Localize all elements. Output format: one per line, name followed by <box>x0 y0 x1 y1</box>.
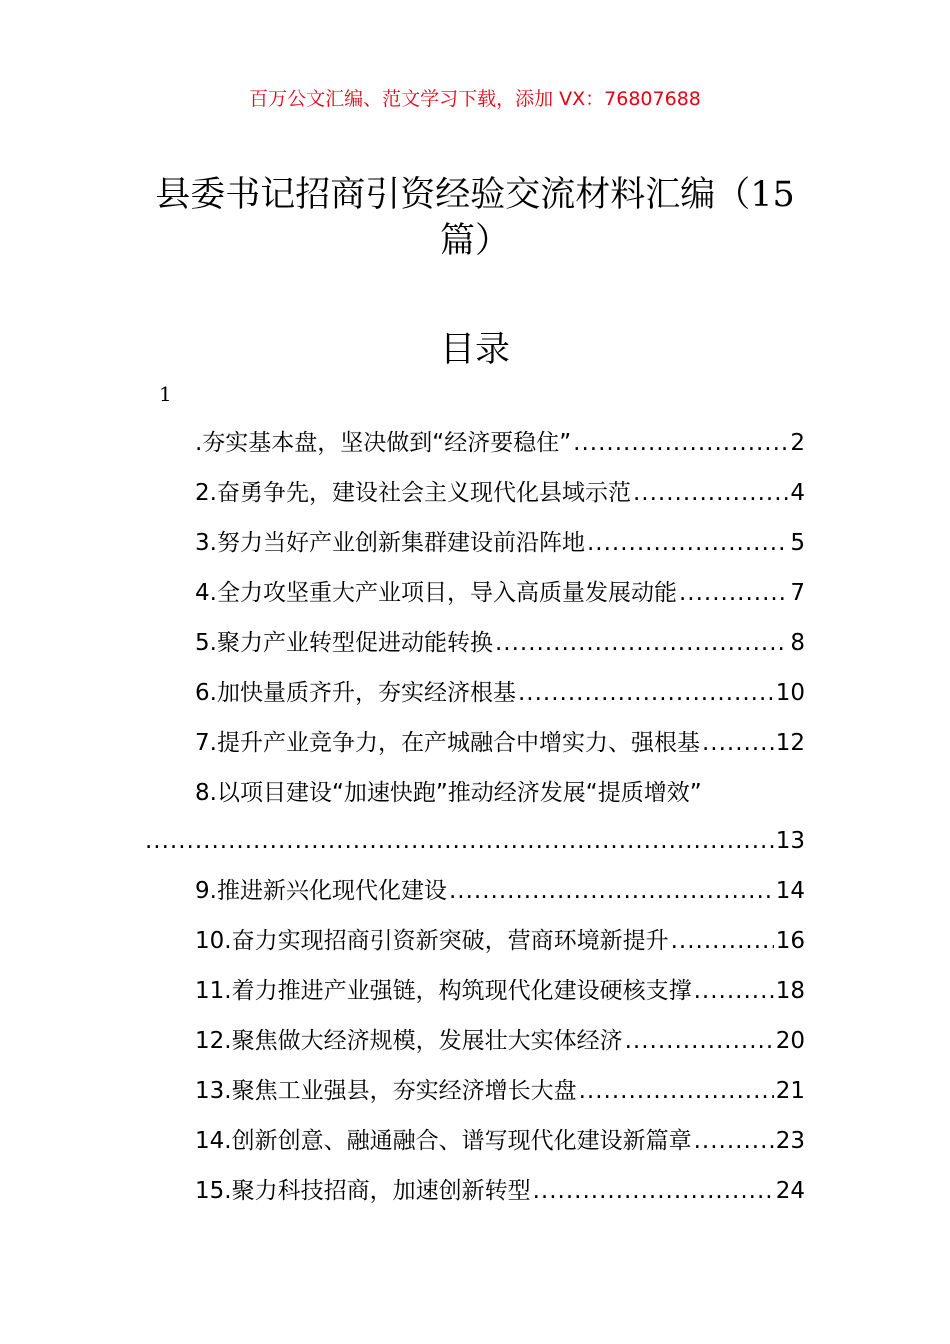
toc-entry[interactable] <box>195 1024 805 1056</box>
toc-entry[interactable] <box>195 1074 805 1106</box>
toc-marker: 1 <box>159 382 172 406</box>
toc-entry-page: 18 <box>775 978 805 1004</box>
toc-entry-page: 7 <box>790 580 805 606</box>
toc-entry[interactable] <box>195 1174 805 1206</box>
toc-leader <box>145 826 776 856</box>
toc-leader <box>579 1076 774 1106</box>
toc-entry-page: 12 <box>775 730 805 756</box>
toc-entry-page: 13 <box>775 828 805 854</box>
toc-leader <box>449 876 774 906</box>
toc-leader <box>587 528 788 558</box>
toc-entry-page: 2 <box>790 430 805 456</box>
toc-entry-page: 8 <box>790 630 805 656</box>
toc-entry-title: 6.加快量质齐升，夯实经济根基 <box>195 680 516 706</box>
toc-entry-title: 4.全力攻坚重大产业项目，导入高质量发展动能 <box>195 580 677 606</box>
toc-entry-page: 20 <box>775 1028 805 1054</box>
toc-entry-page: 21 <box>775 1078 805 1104</box>
toc-entry[interactable] <box>195 726 805 758</box>
toc-entry[interactable] <box>195 526 805 558</box>
toc-entry[interactable] <box>195 1124 805 1156</box>
toc-leader <box>671 926 774 956</box>
toc-leader <box>694 1126 774 1156</box>
toc-entry-title: 11.着力推进产业强链，构筑现代化建设硬核支撑 <box>195 978 692 1004</box>
toc-entry[interactable] <box>195 576 805 608</box>
toc-heading: 目录 <box>439 330 510 370</box>
toc-entry[interactable] <box>195 974 805 1006</box>
toc-entry-title: 2.奋勇争先，建设社会主义现代化县域示范 <box>195 480 631 506</box>
toc-entry[interactable] <box>195 924 805 956</box>
toc-entry-title: 8.以项目建设“加速快跑”推动经济发展“提质增效” <box>195 780 702 806</box>
toc-leader <box>495 628 788 658</box>
toc-entry[interactable] <box>195 776 805 808</box>
document-title <box>150 172 800 264</box>
toc-entry-title: 5.聚力产业转型促进动能转换 <box>195 630 493 656</box>
toc-entry-page: 24 <box>775 1178 805 1204</box>
toc-leader <box>633 478 788 508</box>
toc-entry[interactable] <box>195 676 805 708</box>
toc-entry-page: 4 <box>790 480 805 506</box>
watermark-header: 百万公文汇编、范文学习下载，添加 VX：76807688 <box>249 88 701 110</box>
toc-entry-page: 16 <box>775 928 805 954</box>
toc-entry-continuation[interactable] <box>145 824 805 856</box>
toc-leader <box>625 1026 774 1056</box>
toc-leader <box>573 428 788 458</box>
toc-entry-title: 9.推进新兴化现代化建设 <box>195 878 447 904</box>
toc-entry[interactable] <box>195 626 805 658</box>
toc-leader <box>679 578 788 608</box>
toc-entry-title: 13.聚焦工业强县，夯实经济增长大盘 <box>195 1078 577 1104</box>
toc-entry-title: 10.奋力实现招商引资新突破，营商环境新提升 <box>195 928 669 954</box>
toc-entry-title: .夯实基本盘，坚决做到“经济要稳住” <box>195 430 572 456</box>
toc-entry-page: 10 <box>775 680 805 706</box>
toc-leader <box>694 976 774 1006</box>
toc-entry-title: 15.聚力科技招商，加速创新转型 <box>195 1178 531 1204</box>
title-count: 15 <box>750 175 795 215</box>
toc-leader <box>702 728 774 758</box>
toc-entry-title: 12.聚焦做大经济规模，发展壮大实体经济 <box>195 1028 623 1054</box>
toc-entry-title: 3.努力当好产业创新集群建设前沿阵地 <box>195 530 585 556</box>
toc-entry-title: 7.提升产业竞争力，在产城融合中增实力、强根基 <box>195 730 700 756</box>
toc-entry[interactable] <box>195 476 805 508</box>
toc-entry[interactable] <box>195 426 805 458</box>
toc-entry-page: 14 <box>775 878 805 904</box>
toc-entry[interactable] <box>195 874 805 906</box>
title-tail: 篇） <box>439 221 510 261</box>
toc-leader <box>518 678 774 708</box>
toc-entry-title: 14.创新创意、融通融合、谱写现代化建设新篇章 <box>195 1128 692 1154</box>
toc-leader <box>533 1176 774 1206</box>
toc-entry-page: 5 <box>790 530 805 556</box>
toc-entry-page: 23 <box>775 1128 805 1154</box>
title-main: 县委书记招商引资经验交流材料汇编（ <box>155 175 751 215</box>
